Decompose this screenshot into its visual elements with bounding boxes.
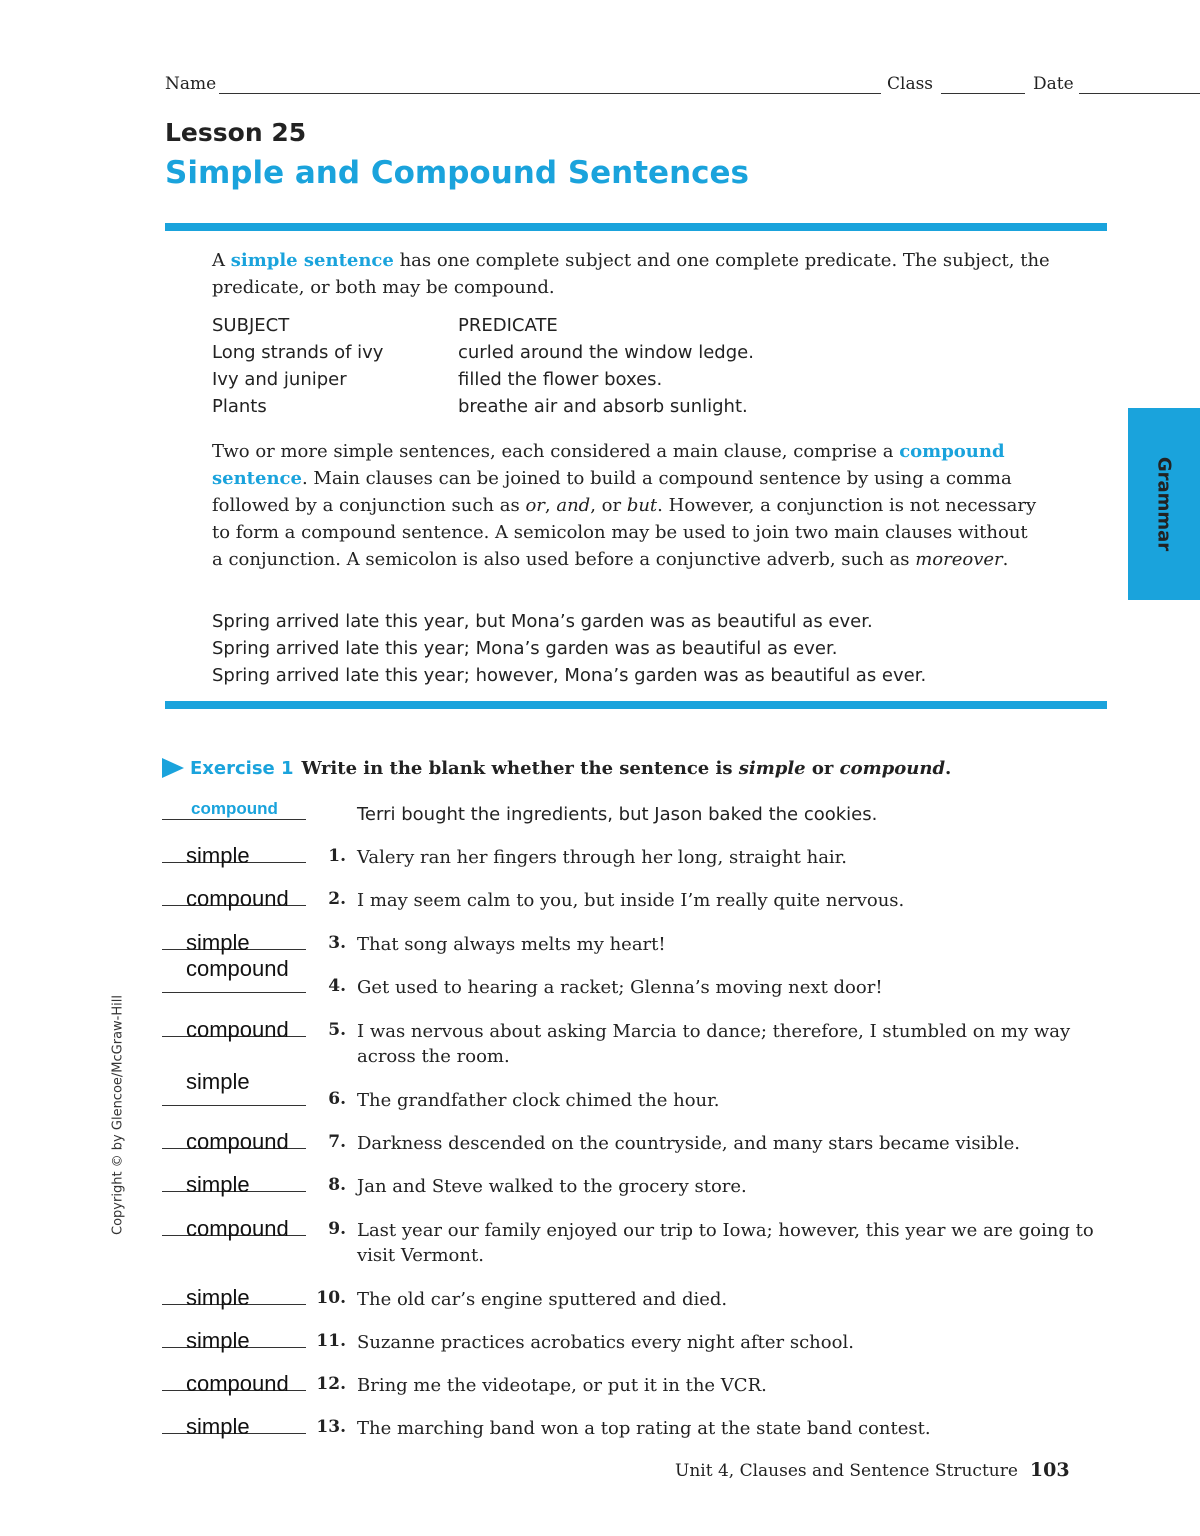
conj-and: and (556, 495, 591, 516)
exercise-label: Exercise 1 (190, 758, 294, 779)
table-cell: Plants (212, 396, 267, 417)
item-number: 5. (328, 1020, 346, 1040)
item-sentence: Jan and Steve walked to the grocery store. (357, 1176, 747, 1197)
bottom-rule (165, 701, 1107, 709)
handwritten-answer: simple (186, 1172, 250, 1197)
grammar-tab (1128, 408, 1200, 600)
name-field[interactable] (219, 93, 881, 94)
keyword-compound-sentence: compound sentence (212, 441, 1005, 489)
item-number: 13. (316, 1417, 346, 1437)
handwritten-answer: simple (186, 1328, 250, 1353)
class-label: Class (887, 74, 934, 94)
page-number: 103 (1029, 1459, 1070, 1481)
item-sentence: Get used to hearing a racket; Glenna’s moving next door! (357, 977, 883, 998)
item-number: 11. (316, 1331, 346, 1351)
sample-sentence: Terri bought the ingredients, but Jason baked the cookies. (357, 804, 878, 825)
instruction-or: or (805, 758, 840, 779)
lesson-number: Lesson 25 (165, 118, 307, 147)
play-arrow-icon (162, 758, 184, 778)
handwritten-answer: simple (186, 1285, 250, 1310)
conj-but: but (626, 495, 658, 516)
item-sentence: Bring me the videotape, or put it in the VCR. (357, 1375, 767, 1396)
item-number: 9. (328, 1219, 346, 1239)
p2-text-b: . Main clauses can be joined to build a compound sentence by using a comma followed by a conjunction such as (212, 468, 1012, 516)
item-sentence: I may seem calm to you, but inside I’m really quite nervous. (357, 890, 905, 911)
handwritten-answer: simple (186, 843, 250, 868)
instruction-simple: simple (738, 758, 806, 779)
sample-answer: compound (191, 799, 278, 818)
p1-text-b: has one complete subject and one complete predicate. The subject, the predicate, or both may be compound. (212, 250, 1050, 298)
item-sentence: The grandfather clock chimed the hour. (357, 1090, 720, 1111)
top-rule (165, 223, 1107, 231)
name-label: Name (165, 74, 217, 94)
item-number: 4. (328, 976, 346, 996)
item-number: 8. (328, 1175, 346, 1195)
conj-adverb-moreover: moreover (915, 549, 1003, 570)
conj-or: or (525, 495, 545, 516)
copyright-notice: Copyright © by Glencoe/McGraw-Hill (110, 995, 126, 1235)
item-sentence: Darkness descended on the countryside, and many stars became visible. (357, 1133, 1020, 1154)
page-title: Simple and Compound Sentences (165, 155, 750, 191)
item-number: 10. (316, 1288, 346, 1308)
answer-blank[interactable] (162, 1105, 306, 1106)
table-cell: filled the flower boxes. (458, 369, 663, 390)
item-number: 1. (328, 846, 346, 866)
item-sentence: That song always melts my heart! (357, 934, 666, 955)
answer-blank[interactable] (162, 819, 306, 820)
example-sentence: Spring arrived late this year; Mona’s garden was as beautiful as ever. (212, 638, 838, 659)
handwritten-answer: compound (186, 1017, 289, 1042)
unit-label: Unit 4, Clauses and Sentence Structure (675, 1461, 1018, 1481)
date-field[interactable] (1079, 93, 1200, 94)
handwritten-answer: compound (186, 886, 289, 911)
item-number: 2. (328, 889, 346, 909)
instruction-end: . (945, 758, 952, 779)
item-sentence: Suzanne practices acrobatics every night after school. (357, 1332, 854, 1353)
handwritten-answer: compound (186, 956, 289, 981)
keyword-simple-sentence: simple sentence (230, 250, 394, 271)
exercise-header (162, 758, 951, 779)
predicate-header: PREDICATE (458, 315, 558, 336)
handwritten-answer: compound (186, 1129, 289, 1154)
example-sentence: Spring arrived late this year, but Mona’s garden was as beautiful as ever. (212, 611, 873, 632)
intro-paragraph-2: Two or more simple sentences, each considered a main clause, comprise a compound sentence. Main clauses can be joined to build a compound sentence by using a comma followed by a conjunction such as or, and, or but. However, a conjunction is not necessary to form a compound sentence. A semicolon may be used to join two main clauses without a conjunction. A semicolon is also used before a conjunctive adverb, such as moreover. (212, 441, 1037, 570)
item-sentence: Valery ran her fingers through her long, straight hair. (357, 847, 848, 868)
intro-paragraph-1 (212, 247, 1092, 301)
item-number: 6. (328, 1089, 346, 1109)
date-label: Date (1033, 74, 1074, 94)
instruction-compound: compound (839, 758, 946, 779)
handwritten-answer: compound (186, 1216, 289, 1241)
p1-text-a: A (212, 250, 231, 271)
handwritten-answer: simple (186, 1414, 250, 1439)
item-number: 3. (328, 933, 346, 953)
handwritten-answer: compound (186, 1371, 289, 1396)
table-cell: Long strands of ivy (212, 342, 384, 363)
table-cell: curled around the window ledge. (458, 342, 754, 363)
item-sentence: The old car’s engine sputtered and died. (357, 1289, 728, 1310)
p2-text-a: Two or more simple sentences, each considered a main clause, comprise a (212, 441, 900, 462)
item-sentence: I was nervous about asking Marcia to dance; therefore, I stumbled on my way across the room. (357, 1021, 1071, 1067)
answer-blank[interactable] (162, 992, 306, 993)
item-sentence: The marching band won a top rating at the state band contest. (357, 1418, 931, 1439)
p2-text-c: . However, a conjunction is not necessary to form a compound sentence. A semicolon may be used to join two main clauses without a conjunction. A semicolon is also used before a conjunctive adverb, such as (212, 495, 1037, 570)
item-number: 12. (316, 1374, 346, 1394)
table-cell: Ivy and juniper (212, 369, 347, 390)
subject-header: SUBJECT (212, 315, 290, 336)
page-footer (675, 1459, 1070, 1481)
item-number: 7. (328, 1132, 346, 1152)
grammar-tab-label: Grammar (1153, 456, 1175, 552)
handwritten-answer: simple (186, 1069, 250, 1094)
class-field[interactable] (941, 93, 1025, 94)
subject-predicate-table (212, 312, 812, 420)
item-sentence: Last year our family enjoyed our trip to Iowa; however, this year we are going to visit Vermont. (357, 1220, 1094, 1266)
instruction-text: Write in the blank whether the sentence is (301, 758, 739, 779)
table-cell: breathe air and absorb sunlight. (458, 396, 748, 417)
handwritten-answer: simple (186, 930, 250, 955)
header-fields (165, 74, 1106, 98)
example-sentence: Spring arrived late this year; however, Mona’s garden was as beautiful as ever. (212, 665, 927, 686)
